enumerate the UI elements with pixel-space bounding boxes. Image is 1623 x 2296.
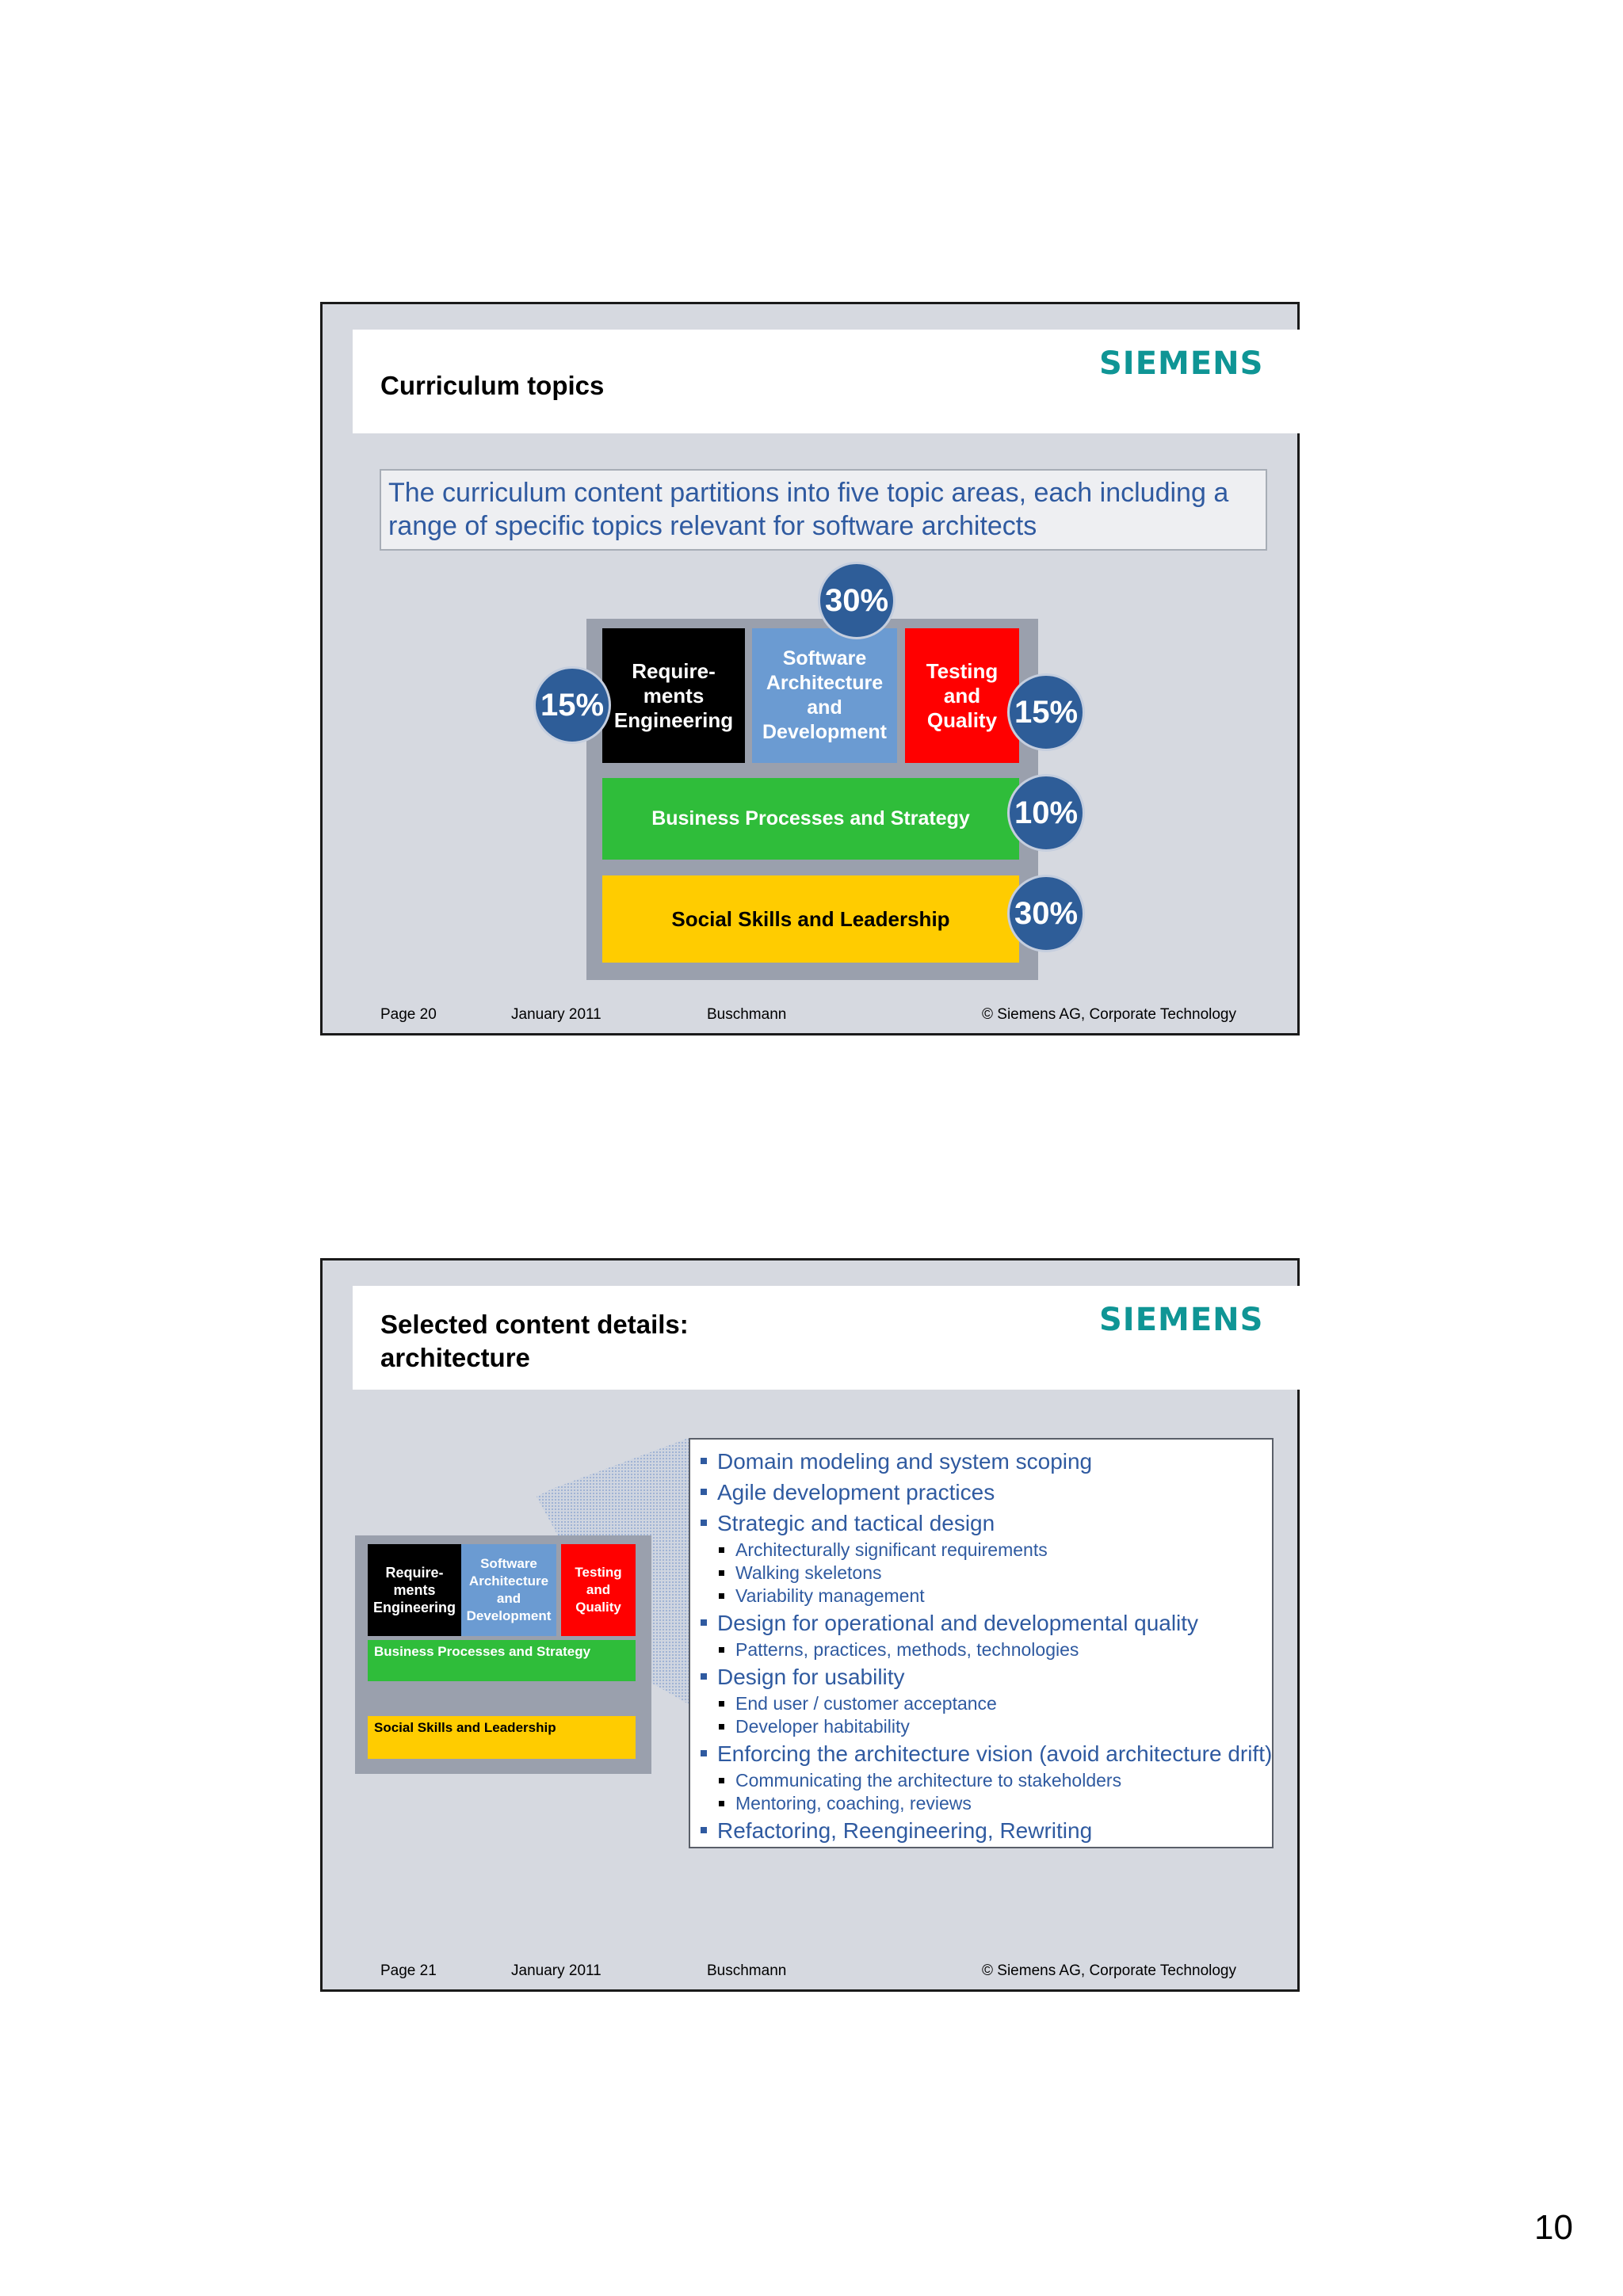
topic-business-processes — [602, 778, 1019, 860]
topic-social-skills — [602, 875, 1019, 963]
testing-label-line-3: Quality — [926, 707, 998, 732]
share-business-badge: 10% — [1007, 774, 1085, 852]
siemens-logo: SIEMENS — [1099, 345, 1264, 382]
mini-social-skills — [368, 1716, 636, 1759]
detail-subitem: Communicating the architecture to stakeholders — [690, 1769, 1272, 1792]
testing-label-line-2: and — [943, 683, 981, 707]
detail-item: Agile development practices — [690, 1477, 1272, 1508]
mini-architecture-line-1: Software — [480, 1556, 537, 1571]
mini-testing-quality — [561, 1544, 636, 1636]
footer-date: January 2011 — [511, 1962, 601, 1979]
architecture-label-line-2: Architecture — [766, 672, 884, 694]
mini-requirements-engineering — [368, 1544, 461, 1636]
detail-subitem: Walking skeletons — [690, 1562, 1272, 1585]
footer-page: Page 20 — [380, 1006, 437, 1023]
detail-item: Design for usability — [690, 1661, 1272, 1692]
social-label: Social Skills and Leadership — [671, 906, 950, 931]
mini-testing-line-1: Testing — [575, 1565, 622, 1580]
mini-requirements-line-3: Engineering — [372, 1600, 456, 1615]
footer-copyright: © Siemens AG, Corporate Technology — [982, 1006, 1236, 1023]
mini-requirements-line-1: Require- — [385, 1565, 444, 1581]
mini-architecture-line-3: and — [496, 1591, 521, 1606]
requirements-label-line-3: Engineering — [613, 707, 734, 732]
detail-subitem: Architecturally significant requirements — [690, 1539, 1272, 1562]
mini-testing-line-2: and — [586, 1582, 611, 1597]
slide-header — [353, 330, 1300, 433]
architecture-label-line-1: Software — [782, 647, 867, 669]
architecture-details-list — [689, 1438, 1274, 1848]
mini-requirements-line-2: ments — [393, 1582, 436, 1598]
share-architecture-badge: 30% — [818, 562, 896, 639]
mini-software-architecture — [461, 1544, 556, 1636]
share-requirements-badge: 15% — [533, 666, 611, 744]
detail-item: Domain modeling and system scoping — [690, 1446, 1272, 1477]
architecture-label-line-3: and — [807, 696, 842, 719]
siemens-logo: SIEMENS — [1099, 1302, 1264, 1338]
requirements-label-line-1: Require- — [632, 658, 716, 683]
mini-architecture-line-4: Development — [466, 1608, 552, 1623]
detail-subitem: End user / customer acceptance — [690, 1692, 1272, 1715]
slide-title: Curriculum topics — [380, 371, 605, 400]
detail-subitem: Mentoring, coaching, reviews — [690, 1792, 1272, 1815]
mini-social-label: Social Skills and Leadership — [374, 1720, 556, 1735]
footer-copyright: © Siemens AG, Corporate Technology — [982, 1962, 1236, 1979]
mini-architecture-line-2: Architecture — [468, 1573, 549, 1589]
mini-testing-line-3: Quality — [575, 1600, 621, 1615]
topic-requirements-engineering — [602, 628, 745, 763]
footer-author: Buschmann — [707, 1962, 787, 1979]
detail-item: Strategic and tactical design — [690, 1508, 1272, 1539]
slide-architecture-details — [320, 1258, 1300, 1992]
detail-item: Refactoring, Reengineering, Rewriting — [690, 1815, 1272, 1846]
slide-title-line-1: Selected content details: — [380, 1310, 689, 1339]
topic-software-architecture — [752, 628, 897, 763]
footer-author: Buschmann — [707, 1006, 787, 1023]
detail-subitem: Variability management — [690, 1585, 1272, 1608]
mini-business-label: Business Processes and Strategy — [374, 1644, 591, 1659]
architecture-label-line-4: Development — [762, 721, 887, 743]
detail-item: Design for operational and developmental quality — [690, 1608, 1272, 1638]
page-number: 10 — [1534, 2208, 1573, 2247]
detail-subitem: Patterns, practices, methods, technologies — [690, 1638, 1272, 1661]
mini-business-processes — [368, 1640, 636, 1681]
topic-testing-quality — [905, 628, 1019, 763]
intro-text-box: The curriculum content partitions into five topic areas, each including a range of specific topics relevant for software architects — [380, 469, 1267, 551]
slide-curriculum-topics — [320, 302, 1300, 1035]
requirements-label-line-2: ments — [643, 683, 705, 707]
testing-label-line-1: Testing — [926, 658, 999, 683]
share-social-badge: 30% — [1007, 875, 1085, 952]
detail-subitem: Developer habitability — [690, 1715, 1272, 1738]
business-label: Business Processes and Strategy — [651, 807, 970, 830]
share-testing-badge: 15% — [1007, 673, 1085, 751]
footer-page: Page 21 — [380, 1962, 437, 1979]
footer-date: January 2011 — [511, 1006, 601, 1023]
slide-title-line-2: architecture — [380, 1343, 530, 1372]
detail-item: Enforcing the architecture vision (avoid architecture drift) — [690, 1738, 1272, 1769]
